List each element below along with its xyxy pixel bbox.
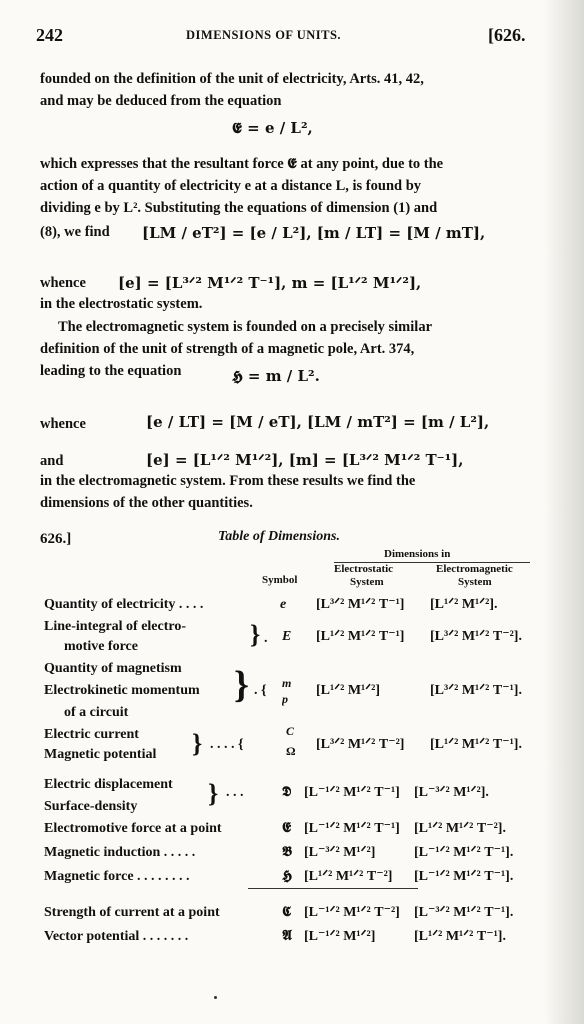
row-electrostatic: [L⁻³ᐟ² M¹ᐟ²] xyxy=(304,845,376,860)
row-symbol: 𝕯 xyxy=(282,785,292,800)
text-whence-label: whence xyxy=(40,275,86,291)
row-label: Surface-density xyxy=(44,799,138,814)
row-symbol: 𝕭 xyxy=(282,845,292,860)
row-label: of a circuit xyxy=(64,705,129,720)
row-symbol: p xyxy=(282,692,288,706)
text-line: dimensions of the other quantities. xyxy=(40,495,253,511)
row-electrostatic: [L¹ᐟ² M¹ᐟ²] xyxy=(316,683,381,698)
equation-magnetic-pole: 𝕳 = m / L². xyxy=(232,367,320,385)
equation-electrostatic: [e] = [L³ᐟ² M¹ᐟ² T⁻¹], m = [L¹ᐟ² M¹ᐟ²], xyxy=(118,274,422,292)
text-line: (8), we find xyxy=(40,224,110,240)
text-line: The electromagnetic system is founded on a precisely similar xyxy=(58,319,433,335)
leader-dots: . { xyxy=(254,683,267,698)
row-label: motive force xyxy=(64,639,138,654)
page-dot xyxy=(214,996,217,999)
row-label: Quantity of magnetism xyxy=(44,661,182,676)
row-symbol: E xyxy=(282,629,292,644)
column-header-electrostatic-2: System xyxy=(350,576,384,588)
leader-dots: . . . . { xyxy=(210,737,244,752)
row-electromagnetic: [L⁻³ᐟ² M¹ᐟ² T⁻¹]. xyxy=(414,905,514,920)
leader-dots: . . . xyxy=(226,785,244,800)
row-electrostatic: [L¹ᐟ² M¹ᐟ² T⁻¹] xyxy=(316,629,405,644)
column-header-electrostatic: Electrostatic xyxy=(334,563,394,575)
row-electrostatic: [L⁻¹ᐟ² M¹ᐟ² T⁻¹] xyxy=(304,821,400,836)
row-symbol: 𝕰 xyxy=(282,821,292,836)
row-symbol: Ω xyxy=(286,744,296,758)
equation-electromagnetic-ratios: [e / LT] = [M / eT], [LM / mT²] = [m / L²], xyxy=(146,413,490,431)
brace-right: } xyxy=(192,729,203,758)
row-symbol: 𝕬 xyxy=(282,929,292,944)
text-line: in the electromagnetic system. From these results we find the xyxy=(40,473,416,489)
equation-electromagnetic: [e] = [L¹ᐟ² M¹ᐟ²], [m] = [L³ᐟ² M¹ᐟ² T⁻¹], xyxy=(146,451,464,469)
row-electromagnetic: [L⁻³ᐟ² M¹ᐟ²]. xyxy=(414,785,489,800)
text-line: in the electrostatic system. xyxy=(40,296,203,312)
row-label: Electric displacement xyxy=(44,777,173,792)
text-line: leading to the equation xyxy=(40,363,182,379)
table-article-number: 626.] xyxy=(40,531,72,547)
row-electrostatic: [L³ᐟ² M¹ᐟ² T⁻²] xyxy=(316,737,405,752)
table-dims-header: Dimensions in xyxy=(384,548,451,560)
row-electrostatic: [L³ᐟ² M¹ᐟ² T⁻¹] xyxy=(316,597,405,612)
brace-right: } xyxy=(234,664,249,706)
text-whence-label: whence xyxy=(40,416,86,432)
text-and-label: and xyxy=(40,453,64,469)
row-electrostatic: [L¹ᐟ² M¹ᐟ² T⁻²] xyxy=(304,869,393,884)
row-electromagnetic: [L⁻¹ᐟ² M¹ᐟ² T⁻¹]. xyxy=(414,845,514,860)
brace-right: } xyxy=(208,779,219,808)
text-line: which expresses that the resultant force 𝕰 at any point, due to the xyxy=(40,156,444,172)
row-label: Magnetic induction . . . . . xyxy=(44,845,196,860)
row-symbol: 𝕳 xyxy=(282,869,292,884)
row-symbol: 𝕮 xyxy=(282,905,292,920)
row-label: Magnetic force . . . . . . . . xyxy=(44,869,190,884)
column-header-electromagnetic-2: System xyxy=(458,576,492,588)
text-line: action of a quantity of electricity e at a distance L, is found by xyxy=(40,178,422,194)
page-number: 242 xyxy=(36,25,63,45)
table-title: Table of Dimensions. xyxy=(218,529,340,544)
row-label: Electrokinetic momentum xyxy=(44,683,200,698)
text-line: and may be deduced from the equation xyxy=(40,93,282,109)
column-header-symbol: Symbol xyxy=(262,574,298,586)
row-electromagnetic: [L¹ᐟ² M¹ᐟ² T⁻²]. xyxy=(414,821,506,836)
row-label: Magnetic potential xyxy=(44,747,157,762)
equation-coulomb: 𝕰 = e / L², xyxy=(232,119,313,137)
row-symbol: C xyxy=(286,724,295,738)
leader-dots: . xyxy=(264,631,268,646)
table-rule xyxy=(248,888,418,889)
row-label: Electric current xyxy=(44,727,139,742)
brace-right: } xyxy=(250,620,261,649)
row-label: Quantity of electricity . . . . xyxy=(44,597,204,612)
text-line: founded on the definition of the unit of electricity, Arts. 41, 42, xyxy=(40,71,424,87)
row-electromagnetic: [L³ᐟ² M¹ᐟ² T⁻¹]. xyxy=(430,683,522,698)
row-electrostatic: [L⁻¹ᐟ² M¹ᐟ²] xyxy=(304,929,376,944)
page-edge-shadow xyxy=(544,0,584,1024)
text-line: definition of the unit of strength of a magnetic pole, Art. 374, xyxy=(40,341,415,357)
row-label: Vector potential . . . . . . . xyxy=(44,929,189,944)
row-electrostatic: [L⁻¹ᐟ² M¹ᐟ² T⁻²] xyxy=(304,905,400,920)
row-label: Strength of current at a point xyxy=(44,905,220,920)
row-electromagnetic: [L¹ᐟ² M¹ᐟ² T⁻¹]. xyxy=(414,929,506,944)
running-title: DIMENSIONS OF UNITS. xyxy=(186,28,342,42)
row-electromagnetic: [L¹ᐟ² M¹ᐟ²]. xyxy=(430,597,498,612)
row-label: Electromotive force at a point xyxy=(44,821,222,836)
equation-dimensions-find: [LM / eT²] = [e / L²], [m / LT] = [M / mT], xyxy=(142,224,486,242)
article-number: [626. xyxy=(488,25,526,45)
row-electromagnetic: [L¹ᐟ² M¹ᐟ² T⁻¹]. xyxy=(430,737,522,752)
text-line: dividing e by L². Substituting the equations of dimension (1) and xyxy=(40,200,438,216)
row-symbol: m xyxy=(282,676,292,690)
column-header-electromagnetic: Electromagnetic xyxy=(436,563,513,575)
row-electromagnetic: [L³ᐟ² M¹ᐟ² T⁻²]. xyxy=(430,629,522,644)
row-electrostatic: [L⁻¹ᐟ² M¹ᐟ² T⁻¹] xyxy=(304,785,400,800)
row-symbol: e xyxy=(280,597,287,612)
row-label: Line-integral of electro- xyxy=(44,619,187,634)
row-electromagnetic: [L⁻¹ᐟ² M¹ᐟ² T⁻¹]. xyxy=(414,869,514,884)
